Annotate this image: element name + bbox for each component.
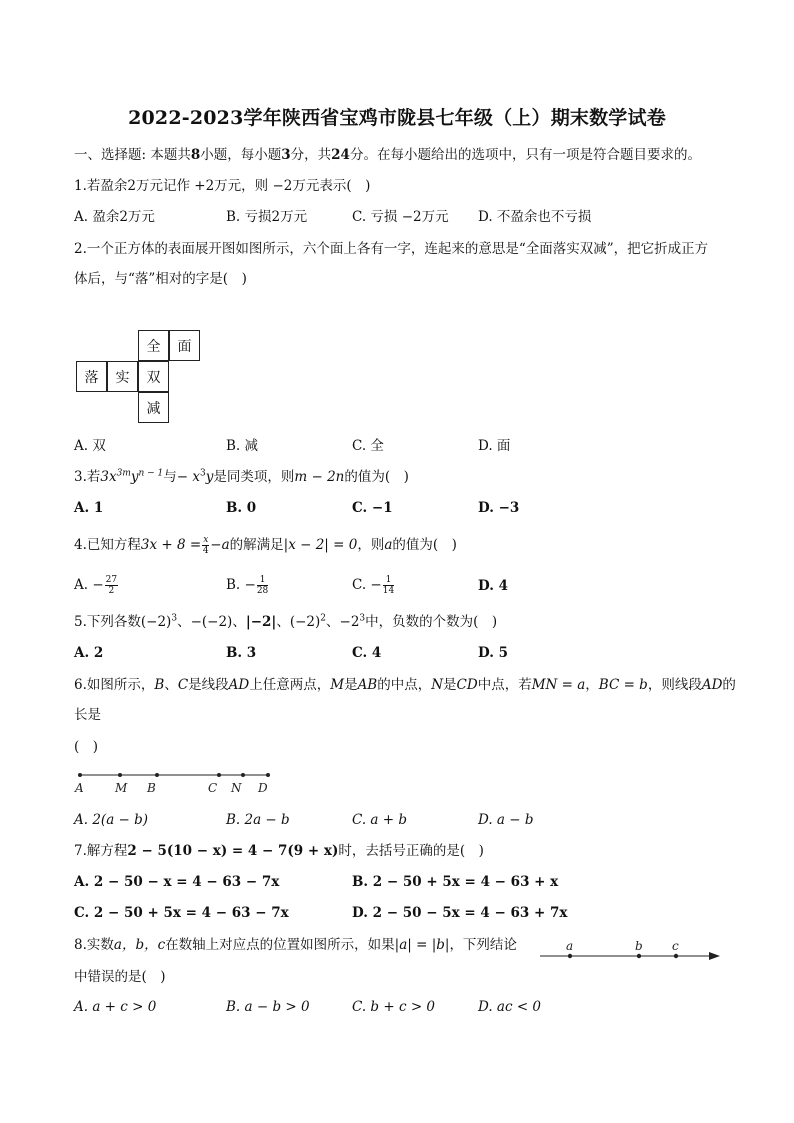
q2-stem-line1: 2.一个正方体的表面展开图如图所示，六个面上各有一字，连起来的意思是“全面落实双减”，把它折成正方 — [74, 241, 709, 257]
q2-stem-line2: 体后，与“落”相对的字是( ) — [74, 271, 247, 287]
q6-stem-line3: ( ) — [74, 739, 99, 755]
point-c-dot — [217, 773, 221, 777]
q6-stem-line2: 长是 — [74, 707, 101, 723]
q2-option-b: B. 减 — [226, 438, 259, 454]
point-a-dot — [78, 773, 82, 777]
exam-title: 2022-2023学年陕西省宝鸡市陇县七年级（上）期末数学试卷 — [128, 107, 666, 129]
point-a-dot — [568, 954, 572, 958]
q2-option-a: A. 双 — [74, 438, 106, 454]
q4-option-a: A. − $\frac{27}{2}$ — [74, 575, 118, 596]
section-heading: 一、选择题: 本题共8小题，每小题3分，共24分。在每小题给出的选项中，只有一项是符合题目要求的。 — [74, 147, 701, 163]
q2-option-d: D. 面 — [478, 438, 511, 454]
q8-option-c: C. b + c > 0 — [352, 999, 436, 1015]
q8-option-d: D. ac < 0 — [478, 999, 542, 1015]
q1-option-d: D. 不盈余也不亏损 — [478, 209, 592, 225]
net-cell-quan: 全 — [138, 330, 169, 361]
point-b-label: B — [147, 781, 156, 795]
q1-option-c: C. 亏损 −2万元 — [352, 209, 449, 225]
q1-stem: 1.若盈余2万元记作 +2万元，则 −2万元表示( ) — [74, 178, 371, 194]
point-m-label: M — [115, 781, 128, 795]
net-cell-mian: 面 — [169, 330, 200, 361]
q7-stem: 7.解方程2 − 5(10 − x) = 4 − 7(9 + x)时，去括号正确的是( ) — [74, 843, 484, 859]
number-line-arrow — [709, 952, 720, 960]
q2-option-c: C. 全 — [352, 438, 384, 454]
point-d-dot — [266, 773, 270, 777]
q5-option-a: A. 2 — [74, 645, 104, 661]
q4-fraction: $\frac{x}{4}$ — [202, 535, 209, 556]
q1-option-b: B. 亏损2万元 — [226, 209, 308, 225]
net-cell-jian: 减 — [138, 392, 169, 423]
q6-stem-line1: 6.如图所示，B、C是线段AD上任意两点，M是AB的中点，N是CD中点，若MN = a，BC = b，则线段AD的 — [74, 677, 736, 693]
net-cell-shuang: 双 — [138, 361, 169, 392]
q8-option-b: B. a − b > 0 — [226, 999, 310, 1015]
point-n-label: N — [231, 781, 242, 795]
q6-option-d: D. a − b — [478, 812, 534, 828]
q7-option-d: D. 2 − 50 − 5x = 4 − 63 + 7x — [352, 905, 568, 921]
point-m-dot — [118, 773, 122, 777]
point-b-label: b — [635, 939, 643, 953]
q8-option-a: A. a + c > 0 — [74, 999, 157, 1015]
q4-stem: 4.已知方程3x + 8 = $\frac{x}{4}$ −a的解满足|x − 2| = 0，则a的值为( ) — [74, 535, 457, 556]
q8-stem-line2: 中错误的是( ) — [74, 969, 166, 985]
point-n-dot — [241, 773, 245, 777]
q5-stem: 5.下列各数$(-2)^3$、−(−2)、|−2|、$(-2)^2$、$-2^3$中，负数的个数为( ) — [74, 613, 498, 630]
q7-option-a: A. 2 − 50 − x = 4 − 63 − 7x — [74, 874, 280, 890]
q4-option-c: C. − $\frac{1}{14}$ — [352, 575, 395, 596]
q7-option-c: C. 2 − 50 + 5x = 4 − 63 − 7x — [74, 905, 289, 921]
q3-stem: 3.若$3x^{3m}y^{n - 1}$与− $x^3y$是同类项，则m − 2n的值为( ) — [74, 468, 409, 485]
q3-option-b: B. 0 — [226, 500, 257, 516]
q8-stem-line1: 8.实数a，b，c在数轴上对应点的位置如图所示，如果|a| = |b|，下列结论 — [74, 937, 517, 953]
net-cell-luo: 落 — [76, 361, 107, 392]
q6-option-c: C. a + b — [352, 812, 408, 828]
point-c-label: C — [208, 781, 218, 795]
net-cell-shi: 实 — [107, 361, 138, 392]
point-a-label: A — [75, 781, 84, 795]
q3-option-d: D. −3 — [478, 500, 520, 516]
q6-option-b: B. 2a − b — [226, 812, 290, 828]
q1-option-a: A. 盈余2万元 — [74, 209, 155, 225]
q5-option-b: B. 3 — [226, 645, 257, 661]
q3-option-a: A. 1 — [74, 500, 104, 516]
q5-option-d: D. 5 — [478, 645, 509, 661]
q3-option-c: C. −1 — [352, 500, 393, 516]
q7-option-b: B. 2 − 50 + 5x = 4 − 63 + x — [352, 874, 559, 890]
point-d-label: D — [258, 781, 268, 795]
q4-option-d: D. 4 — [478, 578, 509, 594]
point-c-label: c — [672, 939, 679, 953]
point-a-label: a — [566, 939, 574, 953]
point-b-dot — [155, 773, 159, 777]
number-line-diagram — [538, 936, 724, 966]
point-c-dot — [674, 954, 678, 958]
point-b-dot — [637, 954, 641, 958]
q4-option-b: B. − $\frac{1}{28}$ — [226, 575, 269, 596]
segment-diagram — [70, 765, 280, 799]
q5-option-c: C. 4 — [352, 645, 382, 661]
q6-option-a: A. 2(a − b) — [74, 812, 149, 828]
